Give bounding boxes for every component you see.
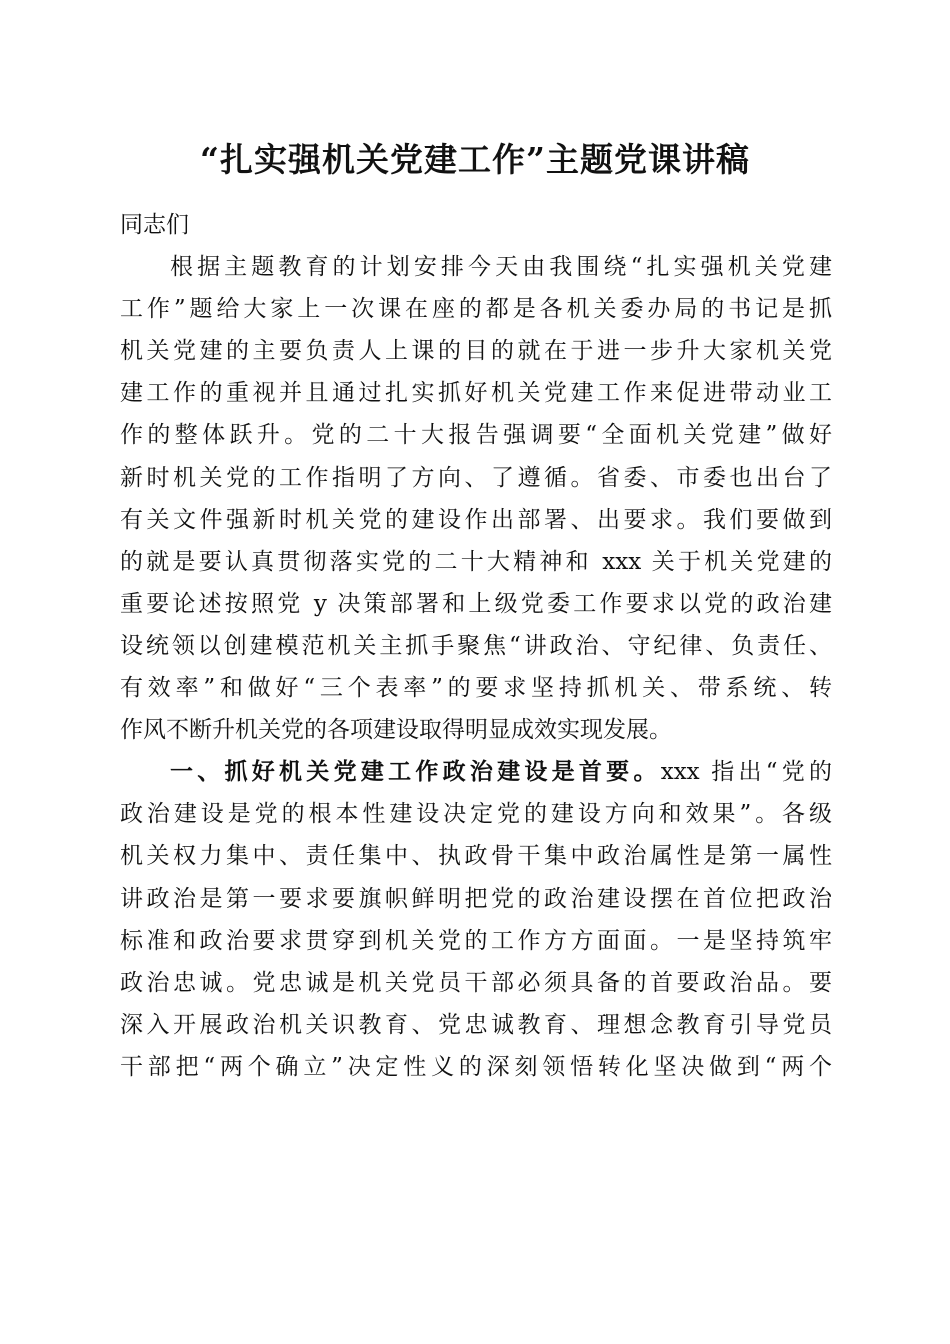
paragraph-line: 的就是要认真贯彻落实党的二十大精神和 xxx 关于机关党建的 [120,548,832,575]
section-heading-rest: xxx 指出“党的 [660,759,833,786]
paragraph-line: 有效率”和做好“三个表率”的要求坚持抓机关、带系统、转 [120,675,832,702]
paragraph-line: 工作”题给大家上一次课在座的都是各机关委办局的书记是抓 [120,296,832,323]
salutation: 同志们 [120,212,189,238]
paragraph-2 [120,751,832,1088]
section-heading: 一、抓好机关党建工作政治建设是首要。 [170,758,661,786]
paragraph-line: 根据主题教育的计划安排今天由我围绕“扎实强机关党建 [170,254,832,281]
document-title: “扎实强机关党建工作”主题党课讲稿 [200,140,750,179]
paragraph-line: 作风不断升机关党的各项建设取得明显成效实现发展。 [120,717,672,744]
paragraph-line: 干部把“两个确立”决定性义的深刻领悟转化坚决做到“两个 [120,1053,832,1080]
document-body [120,204,832,1088]
paragraph-line: 新时机关党的工作指明了方向、了遵循。省委、市委也出台了 [120,464,832,491]
paragraph-line: 设统领以创建模范机关主抓手聚焦“讲政治、守纪律、负责任、 [120,632,832,659]
paragraph-line: 政治建设是党的根本性建设决定党的建设方向和效果”。各级 [120,801,832,828]
paragraph-line: 标准和政治要求贯穿到机关党的工作方方面面。一是坚持筑牢 [120,927,832,954]
paragraph-line: 建工作的重视并且通过扎实抓好机关党建工作来促进带动业工 [120,380,832,407]
paragraph-line: 机关党建的主要负责人上课的目的就在于进一步升大家机关党 [120,338,832,365]
paragraph-line: 重要论述按照党 y 决策部署和上级党委工作要求以党的政治建 [120,590,832,617]
paragraph-line: 有关文件强新时机关党的建设作出部署、出要求。我们要做到 [120,506,832,533]
paragraph-line: 机关权力集中、责任集中、执政骨干集中政治属性是第一属性 [120,843,832,870]
section-heading-line [120,751,832,793]
paragraph-line: 作的整体跃升。党的二十大报告强调要“全面机关党建”做好 [120,422,832,449]
paragraph-line: 讲政治是第一要求要旗帜鲜明把党的政治建设摆在首位把政治 [120,885,832,912]
paragraph-1 [120,246,832,751]
paragraph-line: 深入开展政治机关识教育、党忠诚教育、理想念教育引导党员 [120,1011,832,1038]
paragraph-line: 政治忠诚。党忠诚是机关党员干部必须具备的首要政治品。要 [120,969,832,996]
